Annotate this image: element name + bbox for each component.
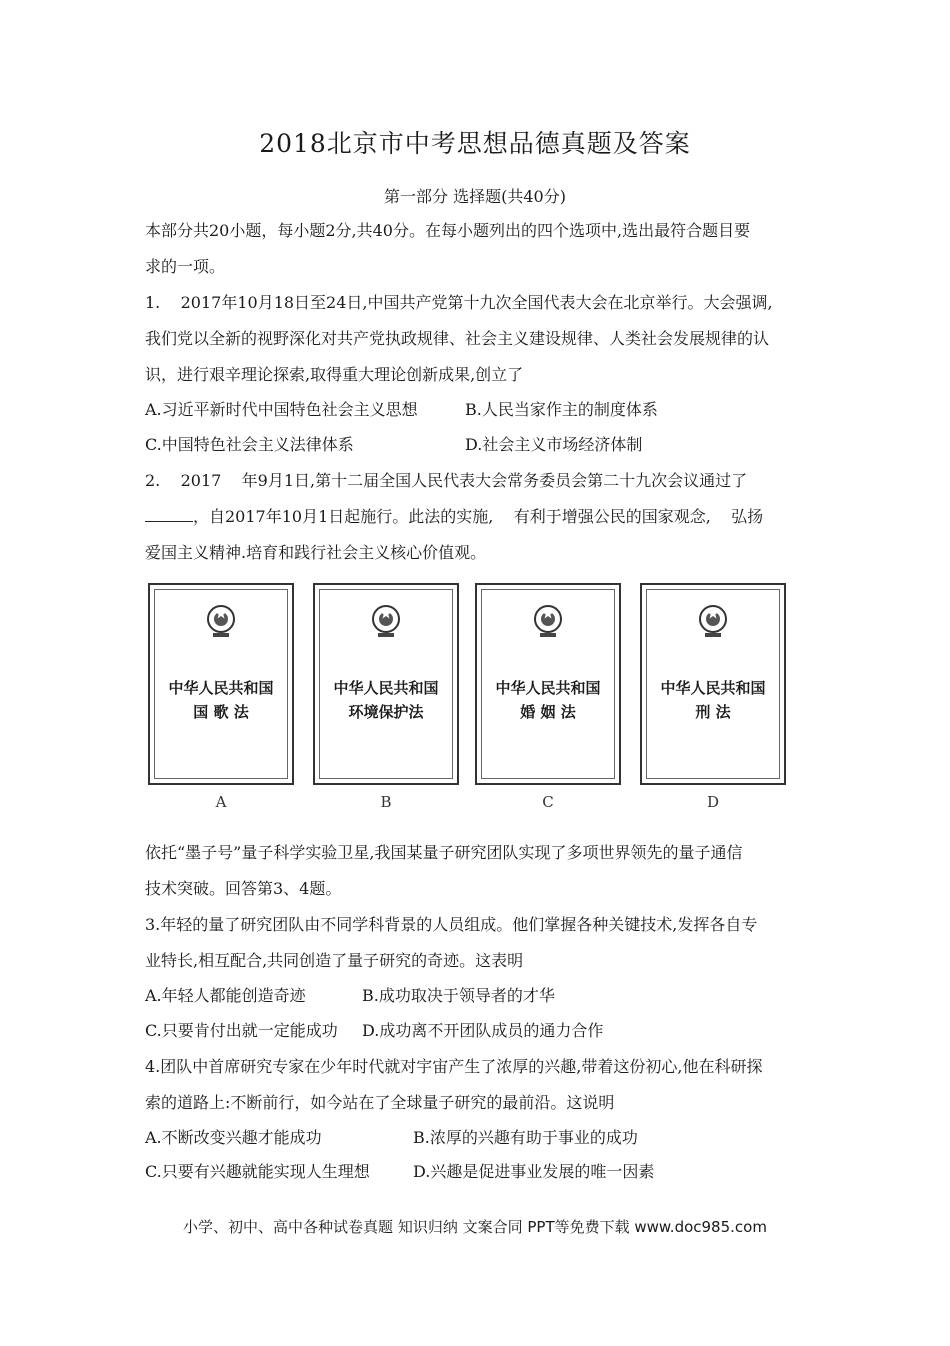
book-d-title: 中华人民共和国 <box>660 679 766 697</box>
book-b-name: 环境保护法 <box>348 703 424 721</box>
national-emblem-icon <box>204 603 238 641</box>
q3-option-d: D.成功离不开团队成员的通力合作 <box>362 1021 604 1040</box>
footer-text: 小学、初中、高中各种试卷真题 知识归纳 文案合同 PPT等免费下载 www.doc985.com <box>183 1218 767 1236</box>
book-a-name: 国 歌 法 <box>193 703 249 721</box>
q1-option-c: C.中国特色社会主义法律体系 <box>145 435 354 454</box>
national-emblem-icon <box>531 603 565 641</box>
book-b-letter: B <box>380 793 392 811</box>
national-emblem-icon <box>369 603 403 641</box>
intro-line-1: 本部分共20小题，每小题2分,共40分。在每小题列出的四个选项中,选出最符合题目要 <box>145 221 751 240</box>
q3-option-c: C.只要肯付出就一定能成功 <box>145 1021 338 1040</box>
book-b <box>313 583 459 785</box>
page-title: 2018北京市中考思想品德真题及答案 <box>259 129 691 158</box>
q1-option-a: A.习近平新时代中国特色社会主义思想 <box>145 400 418 419</box>
part-heading: 第一部分 选择题(共40分) <box>384 187 566 206</box>
context-line-2: 技术突破。回答第3、4题。 <box>145 879 342 898</box>
answer-blank <box>145 507 193 522</box>
q1-option-b: B.人民当家作主的制度体系 <box>465 400 658 419</box>
q2-line-1: 2. 2017 年9月1日,第十二届全国人民代表大会常务委员会第二十九次会议通过了 <box>145 471 748 490</box>
book-c-title: 中华人民共和国 <box>495 679 601 697</box>
q4-option-b: B.浓厚的兴趣有助于事业的成功 <box>413 1128 638 1147</box>
q4-line-1: 4.团队中首席研究专家在少年时代就对宇宙产生了浓厚的兴趣,带着这份初心,他在科研探 <box>145 1057 763 1076</box>
book-c-name: 婚 姻 法 <box>520 703 576 721</box>
intro-line-2: 求的一项。 <box>145 257 226 276</box>
q3-line-2: 业特长,相互配合,共同创造了量子研究的奇迹。这表明 <box>145 951 524 970</box>
book-c-letter: C <box>542 793 554 811</box>
q1-line-1: 1. 2017年10月18日至24日,中国共产党第十九次全国代表大会在北京举行。大会强调, <box>145 293 773 312</box>
book-a-title: 中华人民共和国 <box>168 679 274 697</box>
q1-line-3: 识，进行艰辛理论探索,取得重大理论创新成果,创立了 <box>145 365 524 384</box>
book-c <box>475 583 621 785</box>
book-d <box>640 583 786 785</box>
q3-line-1: 3.年轻的量了研究团队由不同学科背景的人员组成。他们掌握各种关键技术,发挥各自专 <box>145 915 758 934</box>
q4-option-a: A.不断改变兴趣才能成功 <box>145 1128 322 1147</box>
q3-option-a: A.年轻人都能创造奇迹 <box>145 986 306 1005</box>
national-emblem-icon <box>696 603 730 641</box>
q4-line-2: 索的道路上:不断前行，如今站在了全球量子研究的最前沿。这说明 <box>145 1093 615 1112</box>
q4-option-c: C.只要有兴趣就能实现人生理想 <box>145 1162 370 1181</box>
book-a <box>148 583 294 785</box>
book-a-letter: A <box>215 793 227 811</box>
q1-option-d: D.社会主义市场经济体制 <box>465 435 643 454</box>
context-line-1: 依托“墨子号”量子科学实验卫星,我国某量子研究团队实现了多项世界领先的量子通信 <box>145 843 743 862</box>
q2-line-3: 爱国主义精神.培育和践行社会主义核心价值观。 <box>145 543 487 562</box>
book-b-title: 中华人民共和国 <box>333 679 439 697</box>
q2-line-2 <box>145 504 763 527</box>
q2-line-2-text: ，自2017年10月1日起施行。此法的实施, 有利于增强公民的国家观念, 弘扬 <box>193 507 764 526</box>
q1-line-2: 我们党以全新的视野深化对共产党执政规律、社会主义建设规律、人类社会发展规律的认 <box>145 329 770 348</box>
law-books-figure <box>148 583 790 815</box>
book-d-letter: D <box>706 793 720 811</box>
book-d-name: 刑 法 <box>695 703 731 721</box>
q4-option-d: D.兴趣是促进事业发展的唯一因素 <box>413 1162 655 1181</box>
q3-option-b: B.成功取决于领导者的才华 <box>362 986 555 1005</box>
